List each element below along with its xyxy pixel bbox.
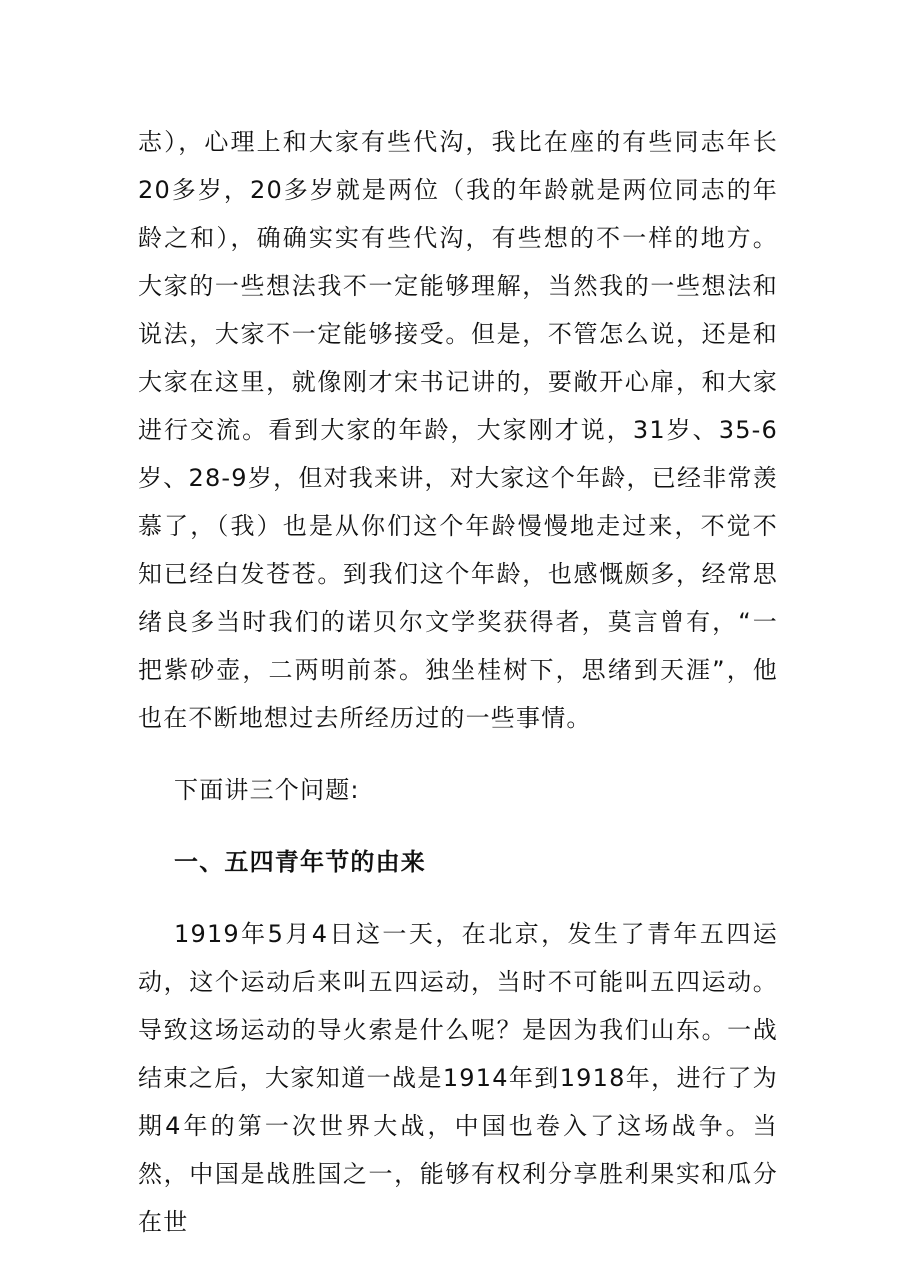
document-body: [138, 118, 778, 1246]
paragraph-continuation: 志），心理上和大家有些代沟，我比在座的有些同志年长20多岁，20多岁就是两位（我的年龄就是两位同志的年龄之和），确确实实有些代沟，有些想的不一样的地方。大家的一些想法我不一定能够理解，当然我的一些想法和说法，大家不一定能够接受。但是，不管怎么说，还是和大家在这里，就像刚才宋书记讲的，要敞开心扉，和大家进行交流。看到大家的年龄，大家刚才说，31岁、35-6岁、28-9岁，但对我来讲，对大家这个年龄，已经非常羡慕了，（我）也是从你们这个年龄慢慢地走过来，不觉不知已经白发苍苍。到我们这个年龄，也感慨颇多，经常思绪良多当时我们的诺贝尔文学奖获得者，莫言曾有，“一把紫砂壶，二两明前茶。独坐桂树下，思绪到天涯”，他也在不断地想过去所经历过的一些事情。: [138, 128, 778, 732]
section-heading-1: 一、五四青年节的由来: [174, 848, 426, 876]
paragraph-may-fourth: 1919年5月4日这一天，在北京，发生了青年五四运动，这个运动后来叫五四运动，当时不可能叫五四运动。导致这场运动的导火索是什么呢？是因为我们山东。一战结束之后，大家知道一战是1914年到1918年，进行了为期4年的第一次世界大战，中国也卷入了这场战争。当然，中国是战胜国之一，能够有权利分享胜利果实和瓜分在世: [138, 920, 778, 1236]
intro-line: 下面讲三个问题:: [174, 776, 360, 804]
